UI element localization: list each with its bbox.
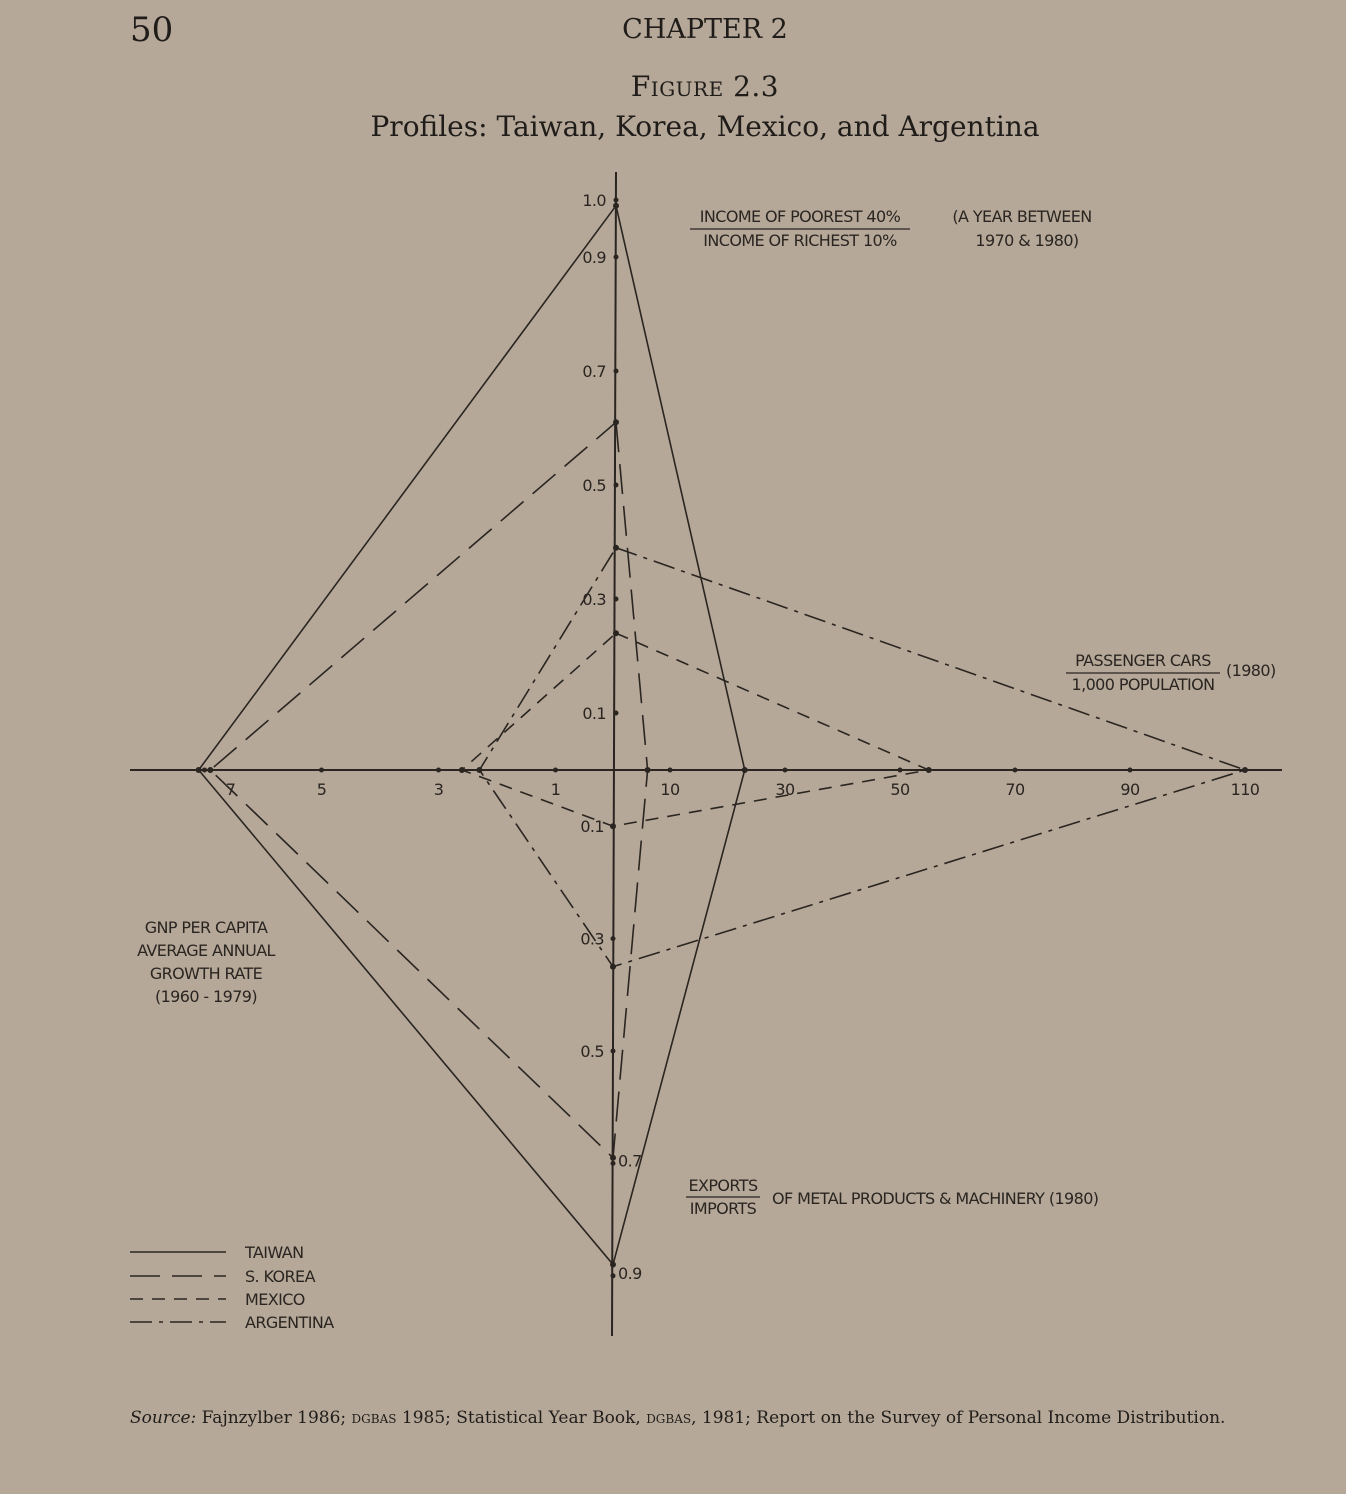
- bottom-axis-tick: [611, 936, 616, 941]
- top-axis-tick-label: 0.5: [582, 476, 606, 495]
- right-axis-tick-label: 50: [890, 780, 910, 799]
- left-axis-tick: [553, 768, 558, 773]
- legend-label-taiwan: TAIWAN: [245, 1243, 304, 1262]
- bottom-axis-numerator: EXPORTS: [688, 1176, 758, 1195]
- left-axis-label-line: GNP PER CAPITA: [144, 918, 268, 937]
- top-axis-numerator: INCOME OF POOREST 40%: [699, 207, 901, 226]
- left-axis-label-line: AVERAGE ANNUAL: [137, 941, 275, 960]
- source-note: [130, 1408, 1225, 1428]
- top-axis-tick: [614, 369, 619, 374]
- series-s-korea-point: [613, 419, 619, 425]
- right-axis-tick: [668, 768, 673, 773]
- right-axis-tick-label: 90: [1120, 780, 1140, 799]
- right-axis-tick-label: 10: [660, 780, 680, 799]
- source-text-a: Fajnzylber 1986;: [196, 1408, 352, 1428]
- figure-title: Profiles: Taiwan, Korea, Mexico, and Argentina: [370, 110, 1040, 143]
- bottom-axis-tick: [611, 1161, 616, 1166]
- right-axis-numerator: PASSENGER CARS: [1075, 651, 1211, 670]
- series-argentina-point: [476, 767, 482, 773]
- left-axis-tick: [319, 768, 324, 773]
- top-axis-tick: [614, 483, 619, 488]
- legend-label-s-korea: S. KOREA: [245, 1267, 315, 1286]
- bottom-axis-tick: [611, 1049, 616, 1054]
- series-taiwan-point: [610, 1262, 616, 1268]
- bottom-axis-tick: [611, 1273, 616, 1278]
- series-argentina-point: [1242, 767, 1248, 773]
- bottom-axis-tick-label: 0.5: [580, 1042, 604, 1061]
- source-dgbas-2: dgbas: [646, 1408, 692, 1428]
- top-axis-tick: [614, 255, 619, 260]
- top-axis-tick-label: 0.9: [582, 248, 606, 267]
- series-mexico-point: [926, 767, 932, 773]
- top-axis-denominator: INCOME OF RICHEST 10%: [703, 231, 897, 250]
- left-axis-tick: [436, 768, 441, 773]
- top-axis-tick: [614, 198, 619, 203]
- source-dgbas-1: dgbas: [351, 1408, 397, 1428]
- right-axis-tick-label: 30: [775, 780, 795, 799]
- series-taiwan-point: [613, 203, 619, 209]
- series-s-korea-point: [610, 1155, 616, 1161]
- bottom-axis-denominator: IMPORTS: [689, 1199, 757, 1218]
- right-axis-tick-label: 110: [1230, 780, 1260, 799]
- chapter-heading: CHAPTER 2: [622, 14, 788, 45]
- series-mexico-point: [610, 823, 616, 829]
- bottom-axis-tick-label: 0.7: [618, 1151, 642, 1171]
- right-axis-denominator: 1,000 POPULATION: [1071, 675, 1215, 694]
- right-axis-tick: [1013, 768, 1018, 773]
- figure-label-text: Figure 2.3: [630, 70, 780, 103]
- source-label: Source:: [130, 1408, 197, 1428]
- source-text-b: 1985; Statistical Year Book,: [396, 1408, 647, 1428]
- top-axis-tick: [614, 711, 619, 716]
- bottom-axis-tick-label: 0.1: [580, 817, 604, 837]
- right-axis-tick: [783, 768, 788, 773]
- left-axis-tick-label: 7: [225, 780, 236, 799]
- top-axis-tick-label: 1.0: [582, 191, 606, 210]
- right-axis-tick: [1128, 768, 1133, 773]
- left-axis-label-line: GROWTH RATE: [149, 964, 263, 983]
- top-axis-note-1: (A YEAR BETWEEN: [952, 207, 1092, 226]
- bottom-axis-note: OF METAL PRODUCTS & MACHINERY (1980): [772, 1189, 1099, 1208]
- legend-label-mexico: MEXICO: [245, 1290, 305, 1309]
- left-axis-tick-label: 5: [316, 780, 327, 799]
- left-axis-label-line: (1960 - 1979): [154, 987, 258, 1006]
- legend-label-argentina: ARGENTINA: [245, 1313, 334, 1332]
- series-taiwan: [199, 206, 745, 1265]
- source-text-c: , 1981; Report on the Survey of Personal Income Distribution.: [691, 1408, 1226, 1428]
- bottom-axis-tick-label: 0.3: [580, 929, 604, 949]
- top-axis-tick-label: 0.3: [582, 590, 606, 609]
- series-mexico: [462, 633, 929, 826]
- top-axis-note-2: 1970 & 1980): [975, 231, 1079, 250]
- series-argentina-point: [610, 964, 616, 970]
- top-axis-tick: [614, 597, 619, 602]
- series-taiwan-point: [196, 767, 202, 773]
- series-argentina-point: [613, 545, 619, 551]
- right-axis-tick: [898, 768, 903, 773]
- left-axis-tick-label: 3: [433, 780, 444, 799]
- top-axis-tick-label: 0.1: [582, 704, 606, 723]
- left-axis-tick-label: 1: [550, 780, 561, 799]
- top-axis-tick-label: 0.7: [582, 362, 606, 381]
- series-mexico-point: [613, 630, 619, 636]
- series-taiwan-point: [742, 767, 748, 773]
- series-mexico-point: [459, 767, 465, 773]
- right-axis-tick-label: 70: [1005, 780, 1025, 799]
- series-s-korea-point: [645, 767, 651, 773]
- left-axis-tick: [202, 768, 207, 773]
- series-s-korea-point: [207, 767, 213, 773]
- page-number: 50: [130, 10, 174, 50]
- right-axis-note: (1980): [1226, 661, 1276, 680]
- bottom-axis-tick-label: 0.9: [618, 1263, 642, 1283]
- series-argentina: [479, 548, 1245, 967]
